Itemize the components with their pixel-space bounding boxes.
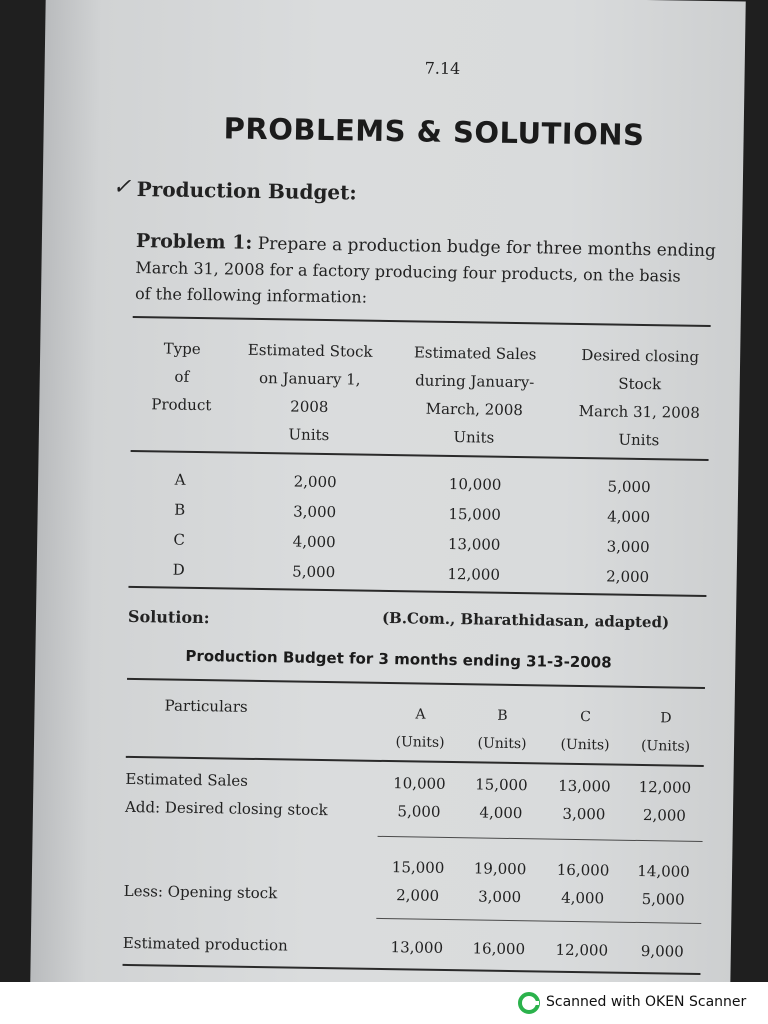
table-row: Estimated production 13,000 16,000 12,000 9,000 bbox=[122, 933, 684, 961]
production-rule bbox=[376, 918, 701, 924]
section-title: Production Budget: bbox=[136, 177, 357, 205]
table1-top-rule bbox=[133, 316, 711, 327]
particulars-header: Particulars bbox=[164, 696, 248, 716]
subtotal-rule bbox=[378, 836, 703, 842]
table-row: C 4,000 13,000 3,000 bbox=[173, 530, 650, 557]
table1-header-estimated-stock: Estimated Stock on January 1, 2008 Units bbox=[247, 340, 373, 445]
budget-title: Production Budget for 3 months ending 31-3-2008 bbox=[185, 646, 612, 672]
table2-column-headers bbox=[379, 700, 705, 761]
table-row: D 5,000 12,000 2,000 bbox=[172, 560, 650, 587]
source-note: (B.Com., Bharathidasan, adapted) bbox=[381, 608, 670, 632]
scanner-text: Scanned with OKEN Scanner bbox=[546, 994, 747, 1010]
book-page bbox=[30, 0, 745, 982]
row-label: Add: Desired closing stock bbox=[124, 797, 328, 820]
table2-unit-labels: (Units) (Units) (Units) (Units) bbox=[395, 734, 691, 755]
table-row: 15,000 19,000 16,000 14,000 bbox=[124, 854, 702, 881]
table-row: Add: Desired closing stock 5,000 4,000 3,000 2,000 bbox=[124, 797, 687, 825]
problem-label: Problem 1: bbox=[135, 230, 253, 254]
page-number: 7.14 bbox=[424, 58, 461, 79]
scanner-footer bbox=[0, 982, 768, 1024]
table-row: Estimated Sales 10,000 15,000 13,000 12,000 bbox=[125, 769, 692, 797]
row-label: Estimated Sales bbox=[125, 769, 249, 790]
table1-header-estimated-sales: Estimated Sales during January- March, 2008 Units bbox=[413, 343, 537, 447]
solution-label: Solution: bbox=[127, 606, 210, 628]
table-row: Less: Opening stock 2,000 3,000 4,000 5,000 bbox=[123, 881, 685, 909]
row-label: Estimated production bbox=[122, 933, 288, 955]
oken-scanner-logo-icon bbox=[518, 992, 540, 1018]
table-row: A 2,000 10,000 5,000 bbox=[174, 470, 651, 497]
table1-body bbox=[129, 464, 709, 593]
table2-bottom-rule bbox=[123, 964, 701, 975]
table1-header-type: Type of Product bbox=[151, 339, 212, 415]
table2-top-rule bbox=[127, 678, 705, 689]
problem-line-2: March 31, 2008 for a factory producing four products, on the basis bbox=[135, 258, 681, 286]
row-label bbox=[124, 854, 377, 876]
problem-line-1 bbox=[136, 230, 716, 261]
problem-line-3: of the following information: bbox=[134, 284, 368, 307]
table1-header-desired-closing: Desired closing Stock March 31, 2008 Units bbox=[578, 346, 700, 450]
table2-column-letters: A B C D bbox=[415, 706, 672, 727]
problem-text-1: Prepare a production budge for three months ending bbox=[257, 233, 717, 262]
table-row: B 3,000 15,000 4,000 bbox=[174, 500, 651, 527]
row-label: Less: Opening stock bbox=[123, 881, 278, 903]
check-mark-icon: ✓ bbox=[112, 174, 132, 200]
page-heading: PROBLEMS & SOLUTIONS bbox=[223, 111, 645, 152]
